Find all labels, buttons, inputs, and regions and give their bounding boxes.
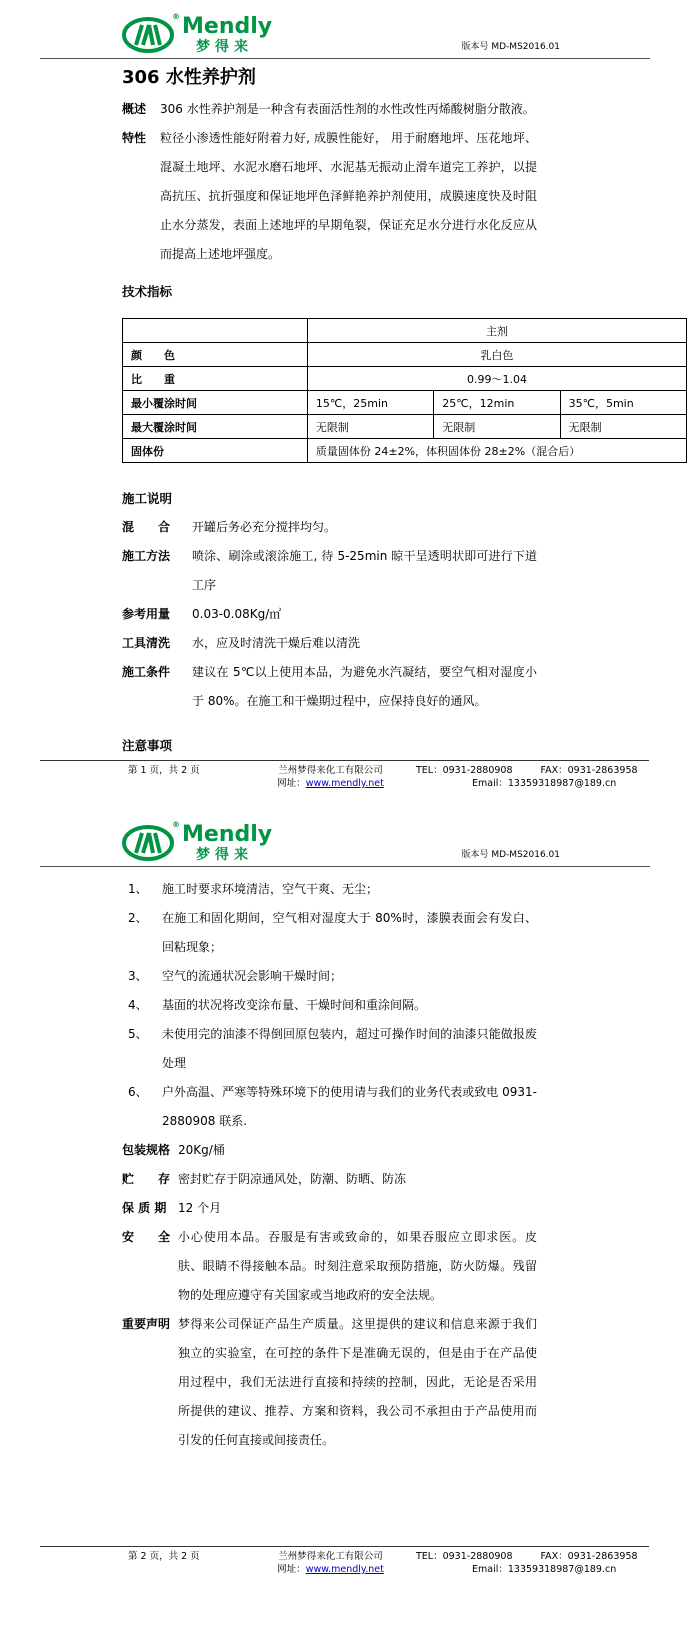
note-number: 4、 xyxy=(128,998,148,1012)
table-row xyxy=(123,343,687,367)
spec-value-color: 乳白色 xyxy=(307,343,686,367)
feature-row xyxy=(122,124,537,269)
version-label: 版本号 MD-MS2016.01 xyxy=(461,850,560,860)
company-name: 兰州梦得来化工有限公司 xyxy=(278,765,383,776)
packing-row xyxy=(122,1136,537,1165)
spec-label-min-recoat: 最小覆涂时间 xyxy=(123,391,308,415)
page1-footer xyxy=(0,760,687,790)
note-item xyxy=(128,991,537,1020)
storage-text: 密封贮存于阴凉通风处，防潮、防晒、防冻 xyxy=(178,1172,407,1186)
footer-contact xyxy=(408,1550,687,1563)
note-text: 未使用完的油漆不得倒回原包装内，超过可操作时间的油漆只能做报废处理 xyxy=(162,1027,537,1070)
spec-max-recoat-3: 无限制 xyxy=(560,415,686,439)
note-item xyxy=(128,1020,537,1078)
safety-text: 小心使用本品。吞服是有害或致命的，如果吞服应立即求医。皮肤、眼睛不得接触本品。时刻注意采取预防措施，防火防爆。残留物的处理应遵守有关国家或当地政府的安全法规。 xyxy=(178,1230,537,1302)
website-row xyxy=(253,777,408,790)
logo-text-en: Mendly xyxy=(182,822,273,847)
table-row xyxy=(123,367,687,391)
spec-label-gravity: 比 重 xyxy=(123,367,308,391)
registered-trademark-icon: ® xyxy=(172,12,180,21)
header-rule xyxy=(40,58,650,59)
packing-label: 包装规格 xyxy=(122,1143,171,1157)
note-number: 3、 xyxy=(128,969,148,983)
table-row xyxy=(123,439,687,463)
page1-header xyxy=(122,14,560,54)
table-row xyxy=(123,415,687,439)
spec-min-recoat-25c: 25℃，12min xyxy=(434,391,560,415)
website-link[interactable]: www.mendly.net xyxy=(305,1564,384,1575)
condition-label: 施工条件 xyxy=(122,665,171,679)
page-number: 第 2 页，共 2 页 xyxy=(128,1551,200,1562)
statement-row xyxy=(122,1310,537,1455)
footer-line1 xyxy=(0,764,687,777)
dosage-label: 参考用量 xyxy=(122,607,171,621)
note-number: 1、 xyxy=(128,882,148,896)
condition-row xyxy=(122,658,537,716)
email-label: Email：13359318987@189.cn xyxy=(472,1564,617,1575)
statement-text: 梦得来公司保证产品生产质量。这里提供的建议和信息来源于我们独立的实验室，在可控的条件下是准确无误的，但是由于在产品使用过程中，我们无法进行直接和持续的控制，因此，无论是否采用所提供的建议、推荐、方案和资料，我公司不承担由于产品使用而引发的任何直接或间接责任。 xyxy=(178,1317,537,1447)
footer-line2 xyxy=(0,777,687,790)
mix-row xyxy=(122,513,537,542)
note-item xyxy=(128,962,537,991)
spec-max-recoat-1: 无限制 xyxy=(307,415,433,439)
note-number: 2、 xyxy=(128,911,148,925)
spec-value-gravity: 0.99～1.04 xyxy=(307,367,686,391)
tel-label: TEL：0931-2880908 xyxy=(416,765,513,776)
note-text: 空气的流通状况会影响干燥时间； xyxy=(162,969,343,983)
note-number: 5、 xyxy=(128,1027,148,1041)
feature-text: 粒径小渗透性能好附着力好, 成膜性能好， 用于耐磨地坪、压花地坪、混凝土地坪、水泥水磨石地坪、水泥基无振动止滑车道完工养护，以提高抗压、抗折强度和保证地坪色泽鲜艳养护剂使用，成膜速度快及时阻止水分蒸发，表面上述地坪的早期龟裂，保证充足水分进行水化反应从而提高上述地坪强度。 xyxy=(160,131,537,261)
tel-label: TEL：0931-2880908 xyxy=(416,1551,513,1562)
method-text: 喷涂、刷涂或滚涂施工, 待 5-25min 晾干呈透明状即可进行下道工序 xyxy=(192,549,537,592)
page2-footer xyxy=(0,1546,687,1638)
mix-label: 混 合 xyxy=(122,520,171,534)
shelf-life-label: 保 质 期 xyxy=(122,1201,167,1215)
condition-text: 建议在 5℃以上使用本品，为避免水汽凝结，要空气相对湿度小于 80%。在施工和干燥期过程中，应保持良好的通风。 xyxy=(192,665,537,708)
method-label: 施工方法 xyxy=(122,549,171,563)
website-label: 网址： xyxy=(277,778,306,789)
page-1 xyxy=(0,0,687,790)
footer-line1 xyxy=(0,1550,687,1563)
logo-text-cn: 梦得来 xyxy=(196,847,253,863)
logo-mark-icon xyxy=(122,14,178,54)
packing-text: 20Kg/桶 xyxy=(178,1143,225,1157)
construction-heading: 施工说明 xyxy=(122,491,173,506)
note-item xyxy=(128,904,537,962)
brand-logo xyxy=(122,822,272,862)
safety-row xyxy=(122,1223,537,1310)
table-row xyxy=(123,391,687,415)
spec-label-color: 颜 色 xyxy=(123,343,308,367)
safety-label: 安 全 xyxy=(122,1230,171,1244)
page-title: 306 水性养护剂 xyxy=(122,67,256,88)
footer-line2 xyxy=(0,1563,687,1576)
overview-row xyxy=(122,95,537,124)
note-text: 在施工和固化期间，空气相对湿度大于 80%时，漆膜表面会有发白、回粘现象； xyxy=(162,911,537,954)
version-label: 版本号 MD-MS2016.01 xyxy=(461,42,560,52)
note-item xyxy=(128,875,537,904)
shelf-life-row xyxy=(122,1194,537,1223)
logo-wordmark xyxy=(182,16,272,54)
note-number: 6、 xyxy=(128,1085,148,1099)
note-text: 施工时要求环境清洁，空气干爽、无尘； xyxy=(162,882,379,896)
website-row xyxy=(253,1563,408,1576)
spec-value-solids: 质量固体份 24±2%，体积固体份 28±2%（混合后） xyxy=(307,439,686,463)
fax-label: FAX：0931-2863958 xyxy=(540,1551,638,1562)
storage-row xyxy=(122,1165,537,1194)
spec-max-recoat-2: 无限制 xyxy=(434,415,560,439)
notes-heading: 注意事项 xyxy=(122,738,173,753)
brand-logo xyxy=(122,14,272,54)
statement-label: 重要声明 xyxy=(122,1317,171,1331)
website-link[interactable]: www.mendly.net xyxy=(305,778,384,789)
footer-contact xyxy=(408,764,687,777)
cleaning-text: 水，应及时清洗干燥后难以清洗 xyxy=(192,636,361,650)
dosage-row xyxy=(122,600,537,629)
spec-min-recoat-15c: 15℃，25min xyxy=(307,391,433,415)
note-item xyxy=(128,1078,537,1136)
note-text: 户外高温、严寒等特殊环境下的使用请与我们的业务代表或致电 0931-2880908 联系. xyxy=(162,1085,537,1128)
shelf-life-text: 12 个月 xyxy=(178,1201,222,1215)
logo-wordmark xyxy=(182,824,272,862)
registered-trademark-icon: ® xyxy=(172,820,180,829)
spec-min-recoat-35c: 35℃，5min xyxy=(560,391,686,415)
dosage-text: 0.03-0.08Kg/㎡ xyxy=(192,607,282,621)
storage-label: 贮 存 xyxy=(122,1172,171,1186)
method-row xyxy=(122,542,537,600)
spec-label-solids: 固体份 xyxy=(123,439,308,463)
page2-header xyxy=(122,816,560,862)
spec-corner-cell xyxy=(123,319,308,343)
website-label: 网址： xyxy=(277,1564,306,1575)
spec-label-max-recoat: 最大覆涂时间 xyxy=(123,415,308,439)
feature-label: 特性 xyxy=(122,131,147,145)
logo-mark-icon xyxy=(122,822,178,862)
tech-specs-heading: 技术指标 xyxy=(122,284,173,299)
mix-text: 开罐后务必充分搅拌均匀。 xyxy=(192,520,337,534)
logo-text-en: Mendly xyxy=(182,14,273,39)
table-row xyxy=(123,319,687,343)
page-number: 第 1 页，共 2 页 xyxy=(128,765,200,776)
spec-col-header: 主剂 xyxy=(307,319,686,343)
note-text: 基面的状况将改变涂布量、干燥时间和重涂间隔。 xyxy=(162,998,427,1012)
fax-label: FAX：0931-2863958 xyxy=(540,765,638,776)
page-2 xyxy=(0,790,687,1638)
company-name: 兰州梦得来化工有限公司 xyxy=(278,1551,383,1562)
overview-label: 概述 xyxy=(122,102,147,116)
email-label: Email：13359318987@189.cn xyxy=(472,778,617,789)
footer-rule xyxy=(40,760,649,761)
overview-text: 306 水性养护剂是一种含有表面活性剂的水性改性丙烯酸树脂分散液。 xyxy=(160,102,535,116)
tech-specs-table xyxy=(122,318,687,463)
footer-rule xyxy=(40,1546,649,1547)
logo-text-cn: 梦得来 xyxy=(196,39,253,55)
cleaning-label: 工具清洗 xyxy=(122,636,171,650)
cleaning-row xyxy=(122,629,537,658)
